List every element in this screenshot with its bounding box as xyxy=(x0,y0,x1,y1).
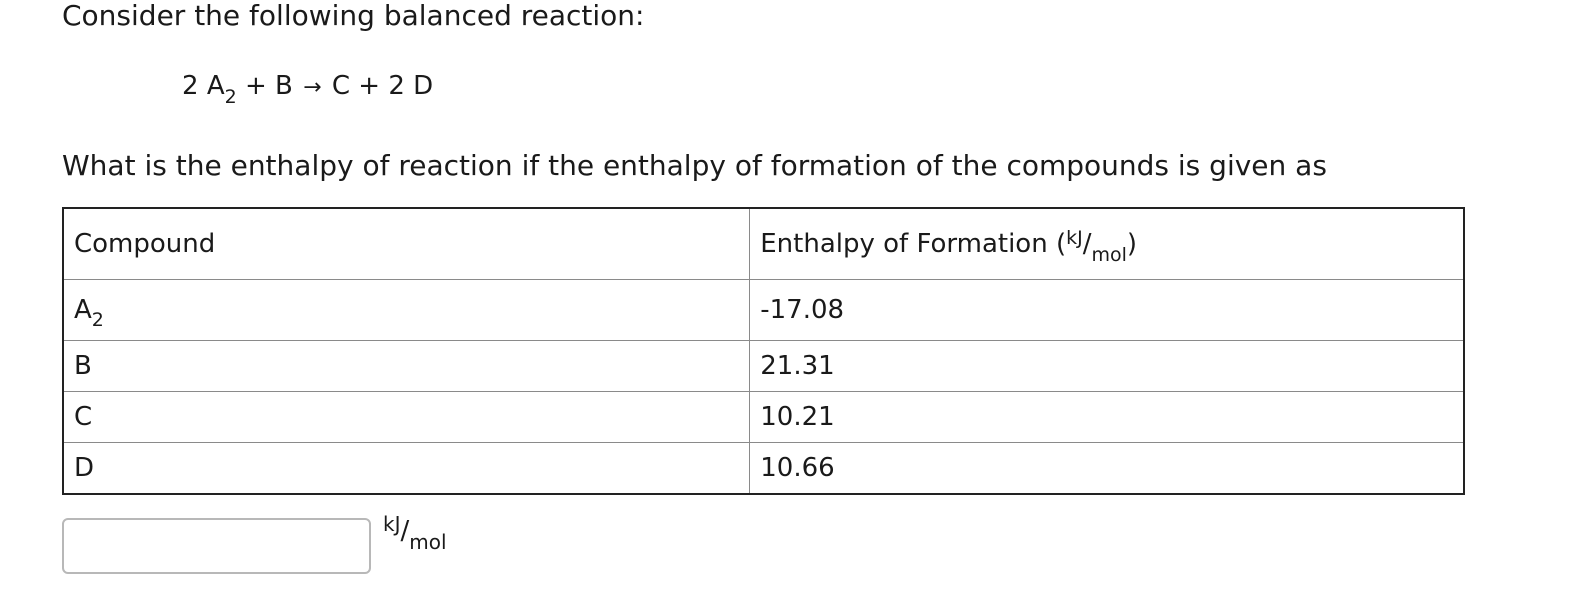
reactant-b: B xyxy=(275,71,293,101)
question-text: What is the enthalpy of reaction if the enthalpy of formation of the compounds is given as xyxy=(62,149,1327,182)
reaction-arrow-icon: → xyxy=(303,75,322,100)
enthalpy-table xyxy=(62,207,1465,495)
compound-cell xyxy=(63,341,750,392)
plus-sign: + xyxy=(244,71,267,101)
header-close-paren: ) xyxy=(1126,229,1138,259)
table-row xyxy=(63,280,1464,341)
enthalpy-value: 10.66 xyxy=(750,443,1464,495)
product-c: C xyxy=(331,71,350,101)
compound-cell xyxy=(63,392,750,443)
table-row xyxy=(63,341,1464,392)
header-compound: Compound xyxy=(63,208,750,280)
enthalpy-value: 10.21 xyxy=(750,392,1464,443)
reactant-a-subscript: 2 xyxy=(224,86,237,108)
answer-unit xyxy=(383,512,447,554)
reaction-equation xyxy=(182,66,433,108)
coefficient-a: 2 xyxy=(182,71,199,101)
plus-sign: + xyxy=(358,71,381,101)
enthalpy-value: 21.31 xyxy=(750,341,1464,392)
compound-name: B xyxy=(74,351,92,381)
enthalpy-value: -17.08 xyxy=(750,280,1464,341)
reactant-a: A xyxy=(206,71,225,101)
coefficient-d: 2 xyxy=(388,71,405,101)
compound-cell xyxy=(63,443,750,495)
prompt-text: Consider the following balanced reaction: xyxy=(62,0,645,32)
answer-unit-numerator: kJ xyxy=(383,512,401,536)
header-unit-slash: / xyxy=(1082,229,1092,259)
product-d: D xyxy=(413,71,434,101)
table-header-row xyxy=(63,208,1464,280)
answer-input[interactable] xyxy=(62,518,371,574)
compound-name: C xyxy=(74,402,93,432)
table-row xyxy=(63,392,1464,443)
answer-unit-denominator: mol xyxy=(409,530,447,554)
header-enthalpy xyxy=(750,208,1464,280)
table-row xyxy=(63,443,1464,495)
compound-name: D xyxy=(74,453,95,483)
answer-unit-slash: / xyxy=(400,516,410,546)
compound-cell xyxy=(63,280,750,341)
compound-subscript: 2 xyxy=(91,309,104,331)
header-unit-numerator: kJ xyxy=(1066,227,1083,249)
header-unit-denominator: mol xyxy=(1091,244,1127,266)
compound-name: A xyxy=(74,295,92,325)
header-enthalpy-label: Enthalpy of Formation ( xyxy=(760,229,1067,259)
